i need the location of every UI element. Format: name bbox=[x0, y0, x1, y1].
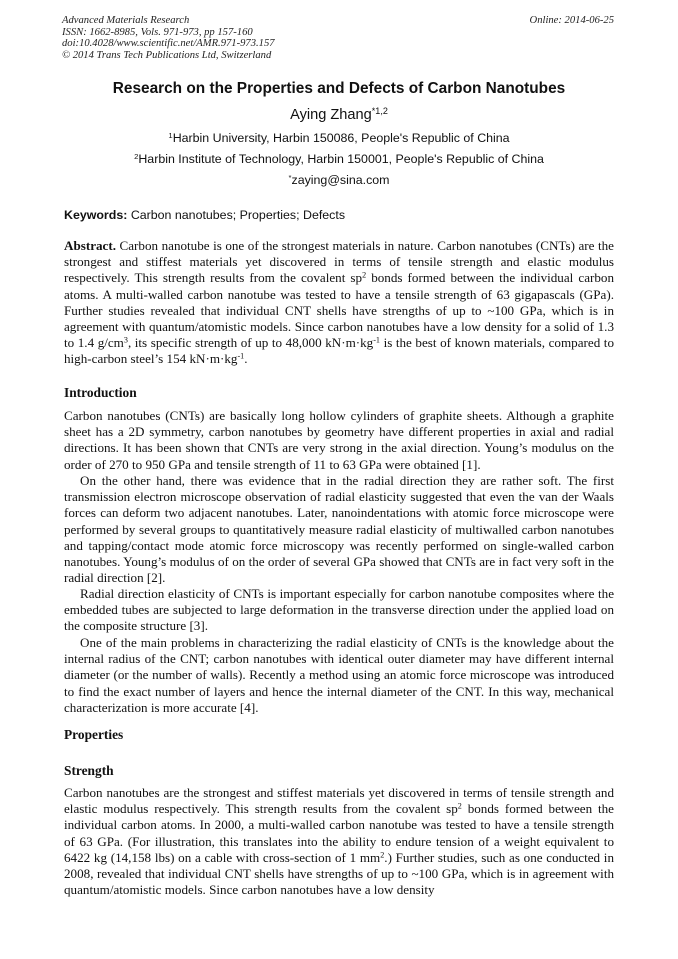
abstract-text-2: bonds formed between the individual carbon atoms. A multi-walled carbon nanotube was tested to have a tensile strength of 63 gigapascals (GPa). Further studies revealed that individual CNT shells have strengths of up to ~100 GPa, which is in agreement with quantum/atomistic models. Since carbon nanotubes have a low density for a solid of 1.3 to 1.4 g/cm bbox=[64, 270, 615, 351]
introduction-heading: Introduction bbox=[64, 385, 137, 400]
intro-paragraph-4-text: One of the main problems in characterizing the radial elasticity of CNTs is the knowledge about the internal radius of the CNT; carbon nanotubes with identical outer diameter may have different internal diameter (or the number of walls). Recently a method using an atomic force microscope was introduced to find the exact number of layers and hence the internal diameter of the CNT. In this way, mechanical characterization is more accurate [4]. bbox=[64, 635, 614, 715]
abstract-sup-2: 3 bbox=[123, 335, 128, 345]
intro-paragraph-2 bbox=[64, 473, 614, 586]
abstract-sup-1: 2 bbox=[362, 270, 367, 280]
copyright-line: © 2014 Trans Tech Publications Ltd, Switzerland bbox=[62, 49, 272, 61]
abstract-paragraph bbox=[64, 238, 614, 368]
author-name: Aying Zhang bbox=[290, 107, 372, 123]
affiliation-2 bbox=[0, 152, 678, 166]
email-address: zaying@sina.com bbox=[291, 173, 390, 187]
affiliation-2-marker: 2 bbox=[134, 151, 139, 161]
abstract-text-5: . bbox=[244, 351, 248, 367]
intro-paragraph-3 bbox=[64, 586, 614, 635]
keywords-line bbox=[64, 208, 345, 222]
abstract-sup-3: -1 bbox=[373, 335, 380, 345]
abstract-label: Abstract. bbox=[64, 238, 116, 253]
intro-paragraph-4 bbox=[64, 635, 614, 716]
issn-line: ISSN: 1662-8985, Vols. 971-973, pp 157-160 bbox=[62, 26, 253, 38]
affiliation-1-text: Harbin University, Harbin 150086, People's Republic of China bbox=[172, 131, 510, 145]
strength-sup-1: 2 bbox=[457, 801, 462, 811]
intro-paragraph-2-text: On the other hand, there was evidence that in the radial direction they are rather soft. The first transmission electron microscope observation of radial elasticity suggested that even the van der Waals forces can deform two adjacent nanotubes. Later, nanoindentations with atomic force microscope were performed by several groups to quantitatively measure radial elasticity of multiwalled carbon nanotubes and tapping/contact mode atomic force microscopy was recently performed on single-walled carbon nanotubes. Young’s modulus of on the order of several GPa showed that CNTs are in fact very soft in the radial direction [2]. bbox=[64, 473, 614, 586]
keywords-label: Keywords: bbox=[64, 208, 128, 222]
abstract-text-1: Carbon nanotube is one of the strongest materials in nature. Carbon nanotubes (CNTs) are the strongest and stiffest materials yet discovered in terms of tensile strength and elastic modulus respectively. This strength results from the covalent sp bbox=[64, 238, 614, 286]
strength-text-2: bonds formed between the individual carbon atoms. In 2000, a multi-walled carbon nanotube was tested to have a tensile strength of 63 GPa. (For illustration, this translates into the ability to endure tension of a weight equivalent to 6422 kg (14,158 lbs) on a cable with cross-section of 1 mm bbox=[64, 801, 614, 865]
strength-text-3: .) Further studies, such as one conducted in 2008, revealed that individual CNT shells have strengths of up to ~100 GPa, which is in agreement with quantum/atomistic models. Since carbon nanotubes have a low density bbox=[64, 849, 614, 898]
affiliation-1-marker: 1 bbox=[168, 130, 173, 140]
abstract-text-3: , its specific strength of up to 48,000 kN·m·kg bbox=[127, 335, 374, 351]
intro-paragraph-3-text: Radial direction elasticity of CNTs is important especially for carbon nanotube composites where the embedded tubes are subjected to large deformation in the transverse direction under the applied load on the composite structure [3]. bbox=[64, 586, 614, 634]
email-marker: * bbox=[288, 172, 292, 182]
affiliation-1 bbox=[0, 131, 678, 145]
abstract-text-4: is the best of known materials, compared to high-carbon steel’s 154 kN·m·kg bbox=[64, 335, 614, 367]
intro-paragraph-1: Carbon nanotubes (CNTs) are basically long hollow cylinders of graphite sheets. Although a graphite sheet has a 2D symmetry, carbon nanotubes by geometry have different properties in axial and radial directions. It has been shown that CNTs are very strong in the axial direction. Young’s modulus on the order of 270 to 950 GPa and tensile strength of 11 to 63 GPa were obtained [1]. bbox=[64, 408, 614, 472]
strength-heading: Strength bbox=[64, 763, 114, 778]
keywords-text: Carbon nanotubes; Properties; Defects bbox=[130, 208, 346, 222]
strength-paragraph bbox=[64, 785, 614, 898]
abstract-sup-4: -1 bbox=[237, 351, 245, 361]
online-date: Online: 2014-06-25 bbox=[529, 15, 614, 26]
properties-heading: Properties bbox=[64, 727, 124, 742]
doi-line: doi:10.4028/www.scientific.net/AMR.971-973.157 bbox=[62, 38, 275, 50]
strength-sup-2: 2 bbox=[380, 850, 385, 860]
email-line bbox=[0, 173, 678, 187]
journal-name: Advanced Materials Research bbox=[62, 15, 190, 26]
author-marker: *1,2 bbox=[371, 106, 388, 117]
paper-title: Research on the Properties and Defects of Carbon Nanotubes bbox=[112, 80, 566, 97]
strength-text-1: Carbon nanotubes are the strongest and stiffest materials yet discovered in terms of tensile strength and elastic modulus respectively. This strength results from the covalent sp bbox=[64, 785, 614, 817]
journal-header bbox=[62, 15, 614, 61]
author-line bbox=[0, 107, 678, 123]
affiliation-2-text: Harbin Institute of Technology, Harbin 150001, People's Republic of China bbox=[138, 152, 544, 166]
